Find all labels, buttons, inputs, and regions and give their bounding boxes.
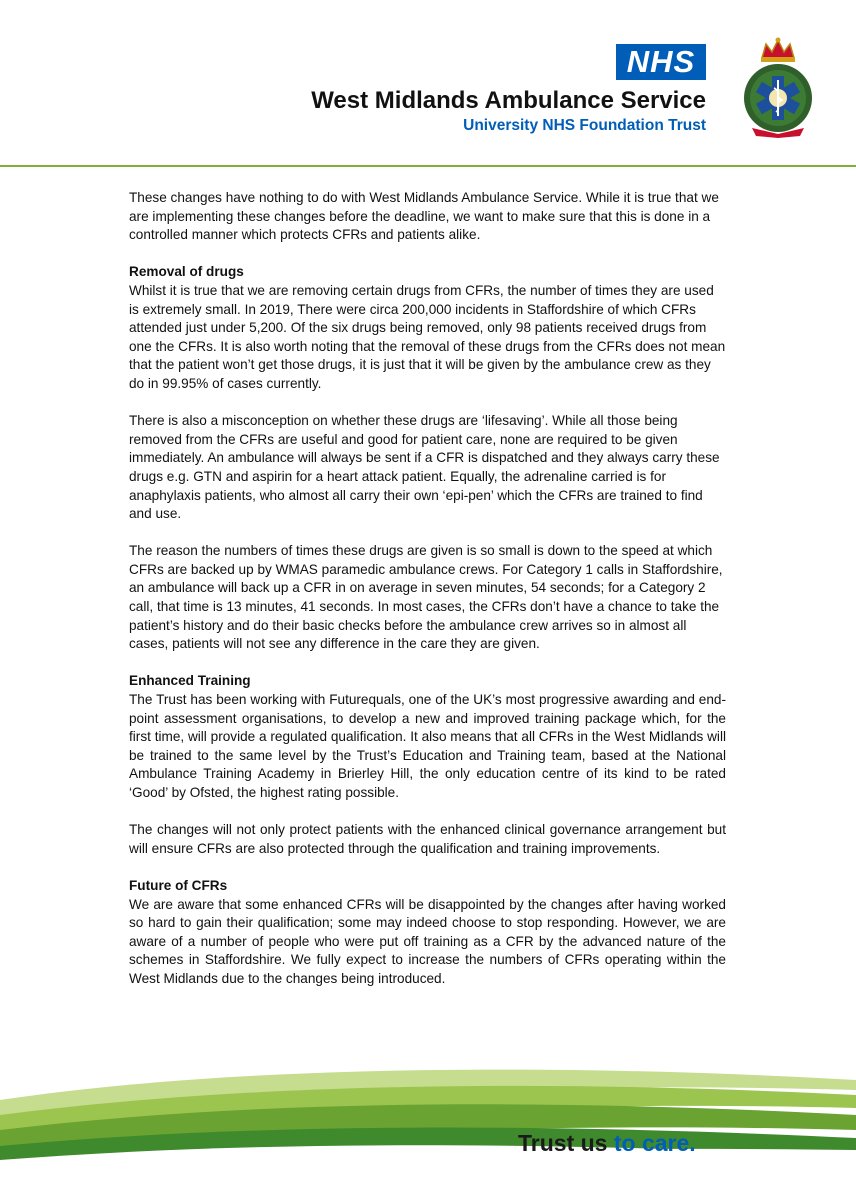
- letter-body: [129, 189, 726, 1007]
- organisation-name: West Midlands Ambulance Service: [311, 87, 706, 114]
- header-divider: [0, 165, 856, 167]
- crest-emblem-icon: [738, 36, 818, 138]
- tagline-part-2: to care.: [613, 1130, 696, 1156]
- section-heading: Future of CFRs: [129, 877, 228, 893]
- nhs-logo-text: NHS: [626, 44, 696, 79]
- section-heading: Enhanced Training: [129, 673, 251, 689]
- paragraph: The changes will not only protect patients with the enhanced clinical governance arrangement but will ensure CFRs are also protected through the qualification and training improvements.: [129, 822, 726, 856]
- footer-tagline: [518, 1130, 696, 1157]
- paragraph: There is also a misconception on whether these drugs are ‘lifesaving’. While all those being removed from the CFRs are useful and good for patient care, none are required to be given immediately. An ambulance will always be sent if a CFR is dispatched and they always carry these drugs e.g. GTN and aspirin for a heart attack patient. Equally, the adrenaline carried is for anaphylaxis patients, who almost all carry their own ‘epi-pen’ which the CFRs are trained to find and use.: [129, 413, 720, 522]
- paragraph: The reason the numbers of times these drugs are given is so small is down to the speed at which CFRs are backed up by WMAS paramedic ambulance crews. For Category 1 calls in Staffordshire, an ambulance will back up a CFR in on average in seven minutes, 54 seconds; for a Category 2 call, that time is 13 minutes, 41 seconds. In most cases, the CFRs don’t have a chance to take the patient’s history and do their basic checks before the ambulance crew arrives so in almost all cases, patients will not see any difference in the care they are given.: [129, 543, 723, 652]
- intro-paragraph: These changes have nothing to do with West Midlands Ambulance Service. While it is true that we are implementing these changes before the deadline, we want to make sure that this is done in a controlled manner which protects CFRs and patients alike.: [129, 190, 719, 243]
- paragraph: We are aware that some enhanced CFRs will be disappointed by the changes after having worked so hard to gain their qualification; some may indeed choose to stop responding. However, we are aware of a number of people who were put off training as a CFR by the advanced nature of the schemes in Staffordshire. We fully expect to increase the numbers of CFRs operating within the West Midlands due to the changes being introduced.: [129, 896, 726, 986]
- section-future-of-cfrs: [129, 877, 726, 989]
- organisation-trust: University NHS Foundation Trust: [463, 117, 706, 134]
- section-heading: Removal of drugs: [129, 264, 244, 280]
- section-removal-of-drugs: [129, 263, 726, 393]
- paragraph: The Trust has been working with Futurequals, one of the UK’s most progressive awarding and end-point assessment organisations, to develop a new and improved training package which, for the first time, will provide a regulated qualification. It also means that all CFRs in the West Midlands will be trained to the same level by the Trust’s Education and Training team, based at the National Ambulance Training Academy in Brierley Hill, the only education centre of its kind to be rated ‘Good’ by Ofsted, the highest rating possible.: [129, 692, 726, 800]
- tagline-part-1: Trust us: [518, 1130, 608, 1156]
- section-enhanced-training: [129, 672, 726, 802]
- green-swoosh-icon: [0, 1060, 856, 1200]
- nhs-logo: [616, 44, 706, 80]
- paragraph: Whilst it is true that we are removing certain drugs from CFRs, the number of times they are used is extremely small. In 2019, There were circa 200,000 incidents in Staffordshire of which CFRs attended just under 5,200. Of the six drugs being removed, only 98 patients received drugs from one the CFRs. It is also worth noting that the removal of these drugs from the CFRs does not mean that the patient won’t get those drugs, it is just that it will be given by the ambulance crew as they do in 99.95% of cases currently.: [129, 282, 726, 391]
